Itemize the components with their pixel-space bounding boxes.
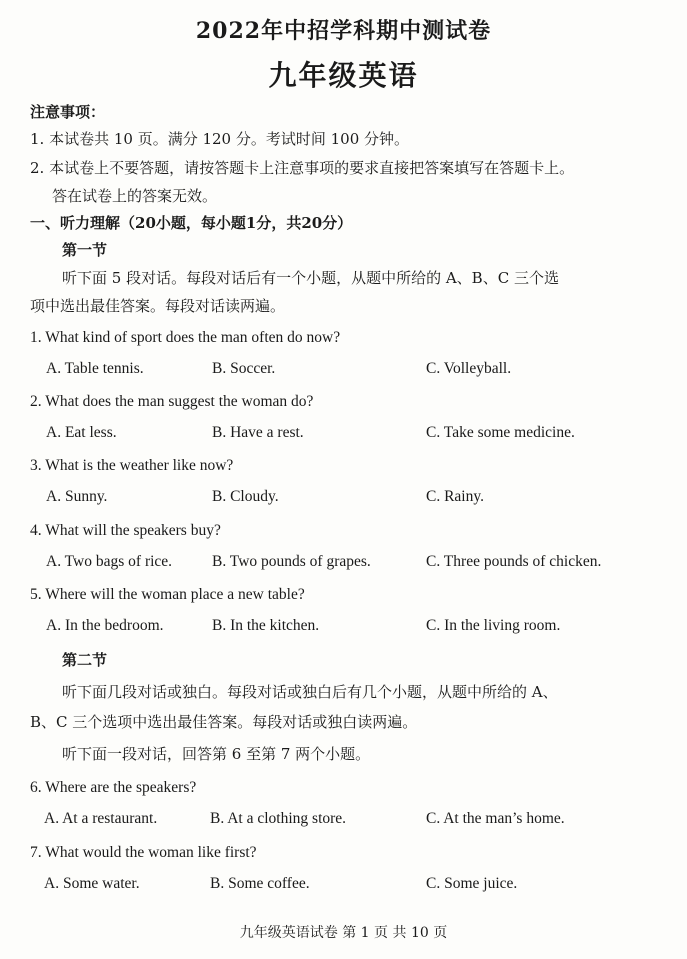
option-b: B. Some coffee. [210, 875, 310, 892]
option-b: B. Cloudy. [212, 488, 279, 505]
question-text: 2. What does the man suggest the woman do? [30, 393, 314, 410]
option-c: C. In the living room. [426, 617, 561, 634]
part-instructions: 听下面几段对话或独白。每段对话或独白后有几个小题，从题中所给的 A、 [62, 683, 558, 701]
part-title: 第一节 [62, 241, 108, 259]
option-b: B. At a clothing store. [210, 810, 347, 827]
notes-heading: 注意事项： [30, 103, 106, 121]
note-item: 1. 本试卷共 10 页。满分 120 分。考试时间 100 分钟。 [30, 130, 410, 148]
question-text: 3. What is the weather like now? [30, 457, 234, 474]
question-text: 7. What would the woman like first? [30, 844, 257, 861]
option-c: C. Rainy. [426, 488, 484, 505]
option-b: B. Two pounds of grapes. [212, 553, 371, 570]
part-instructions: 听下面 5 段对话。每段对话后有一个小题，从题中所给的 A、B、C 三个选 [62, 269, 559, 287]
option-a: A. Eat less. [46, 424, 117, 441]
section-heading: 一、听力理解（20小题，每小题1分，共20分） [30, 214, 353, 232]
exam-subject: 九年级英语 [268, 59, 419, 92]
option-b: B. Soccer. [212, 360, 276, 377]
part-instructions: 项中选出最佳答案。每段对话读两遍。 [30, 297, 286, 315]
option-a: A. Table tennis. [46, 360, 144, 377]
question-text: 4. What will the speakers buy? [30, 522, 221, 539]
option-c: C. At the man’s home. [426, 810, 565, 827]
option-a: A. In the bedroom. [46, 617, 164, 634]
sub-instruction: 听下面一段对话，回答第 6 至第 7 两个小题。 [62, 745, 371, 763]
option-c: C. Take some medicine. [426, 424, 575, 441]
option-c: C. Some juice. [426, 875, 518, 892]
part-instructions: B、C 三个选项中选出最佳答案。每段对话或独白读两遍。 [30, 713, 418, 731]
question-text: 5. Where will the woman place a new table? [30, 586, 305, 603]
note-item: 答在试卷上的答案无效。 [52, 187, 218, 205]
option-b: B. Have a rest. [212, 424, 304, 441]
option-c: C. Volleyball. [426, 360, 512, 377]
page-footer: 九年级英语试卷 第 1 页 共 10 页 [239, 925, 448, 941]
option-c: C. Three pounds of chicken. [426, 553, 602, 570]
option-a: A. Some water. [44, 875, 140, 892]
option-a: A. Two bags of rice. [46, 553, 173, 570]
part-title: 第二节 [62, 651, 108, 669]
option-a: A. Sunny. [46, 488, 108, 505]
option-b: B. In the kitchen. [212, 617, 320, 634]
option-a: A. At a restaurant. [44, 810, 158, 827]
question-text: 6. Where are the speakers? [30, 779, 197, 796]
note-item: 2. 本试卷上不要答题，请按答题卡上注意事项的要求直接把答案填写在答题卡上。 [30, 159, 575, 177]
exam-title: 2022年中招学科期中测试卷 [195, 18, 492, 44]
question-text: 1. What kind of sport does the man often do now? [30, 329, 341, 346]
